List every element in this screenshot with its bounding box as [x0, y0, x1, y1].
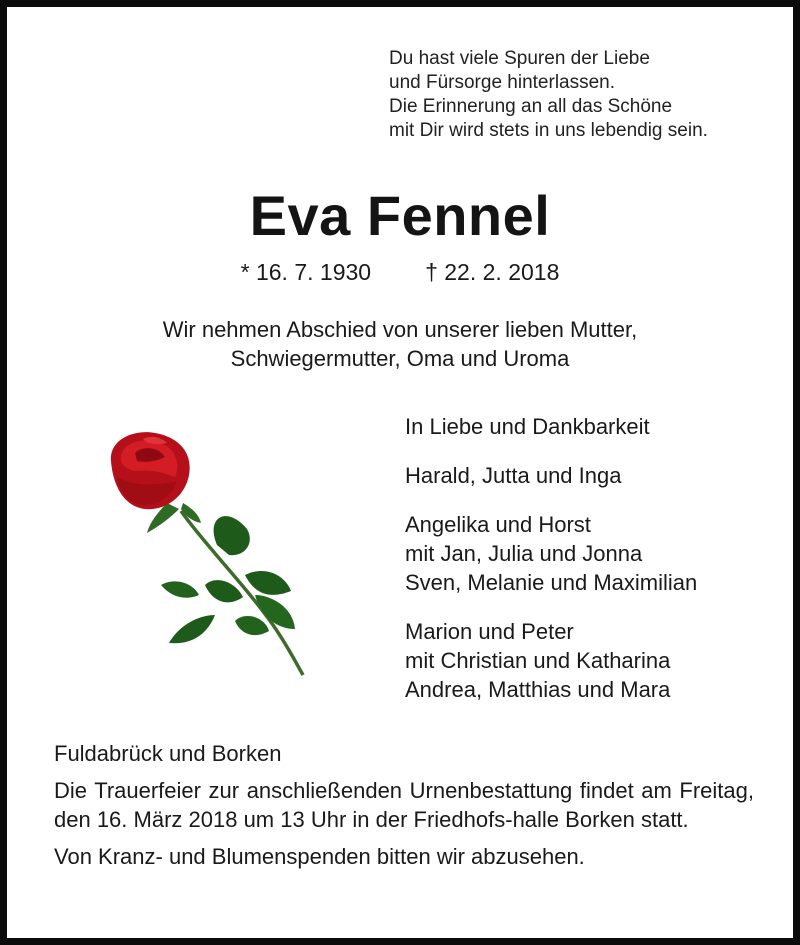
family-line: Harald, Jutta und Inga — [405, 463, 622, 488]
mourners-list — [405, 412, 785, 724]
family-group — [405, 510, 785, 597]
family-line: Marion und Peter — [405, 619, 574, 644]
family-line: Angelika und Horst — [405, 512, 591, 537]
red-rose-icon — [95, 425, 325, 681]
ceremony-announcement: Die Trauerfeier zur anschließenden Urnenbestattung findet am Freitag, den 16. März 2018 um 13 Uhr in der Friedhofs-halle Borken statt. — [54, 778, 754, 832]
rose-leaf — [205, 580, 243, 602]
death-date: † 22. 2. 2018 — [425, 259, 560, 285]
family-group — [405, 412, 785, 441]
flowers-note: Von Kranz- und Blumenspenden bitten wir abzusehen. — [54, 844, 585, 869]
family-group — [405, 617, 785, 704]
rose-leaf — [169, 615, 215, 643]
closing-section — [54, 739, 754, 879]
rose-leaf — [235, 616, 269, 635]
poem-line: mit Dir wird stets in uns lebendig sein. — [389, 120, 708, 141]
family-line: In Liebe und Dankbarkeit — [405, 414, 650, 439]
rose-leaf — [214, 516, 250, 555]
intro-line: Wir nehmen Abschied von unserer lieben Mutter, — [162, 317, 638, 342]
intro-line: Schwiegermutter, Oma und Uroma — [230, 346, 570, 371]
birth-date: * 16. 7. 1930 — [240, 259, 372, 285]
family-group — [405, 461, 785, 490]
poem-line: Die Erinnerung an all das Schöne — [389, 96, 673, 117]
memorial-poem — [389, 47, 769, 143]
family-line: mit Christian und Katharina — [405, 648, 671, 673]
location-line: Fuldabrück und Borken — [54, 741, 282, 766]
deceased-name: Eva Fennel — [249, 184, 551, 247]
family-line: mit Jan, Julia und Jonna — [405, 541, 643, 566]
life-dates — [7, 257, 793, 287]
family-line: Andrea, Matthias und Mara — [405, 677, 671, 702]
poem-line: und Fürsorge hinterlassen. — [389, 72, 616, 93]
family-line: Sven, Melanie und Maximilian — [405, 570, 698, 595]
farewell-intro — [7, 315, 793, 373]
poem-line: Du hast viele Spuren der Liebe — [389, 48, 650, 69]
rose-leaf — [245, 571, 291, 595]
rose-leaf — [161, 581, 199, 597]
